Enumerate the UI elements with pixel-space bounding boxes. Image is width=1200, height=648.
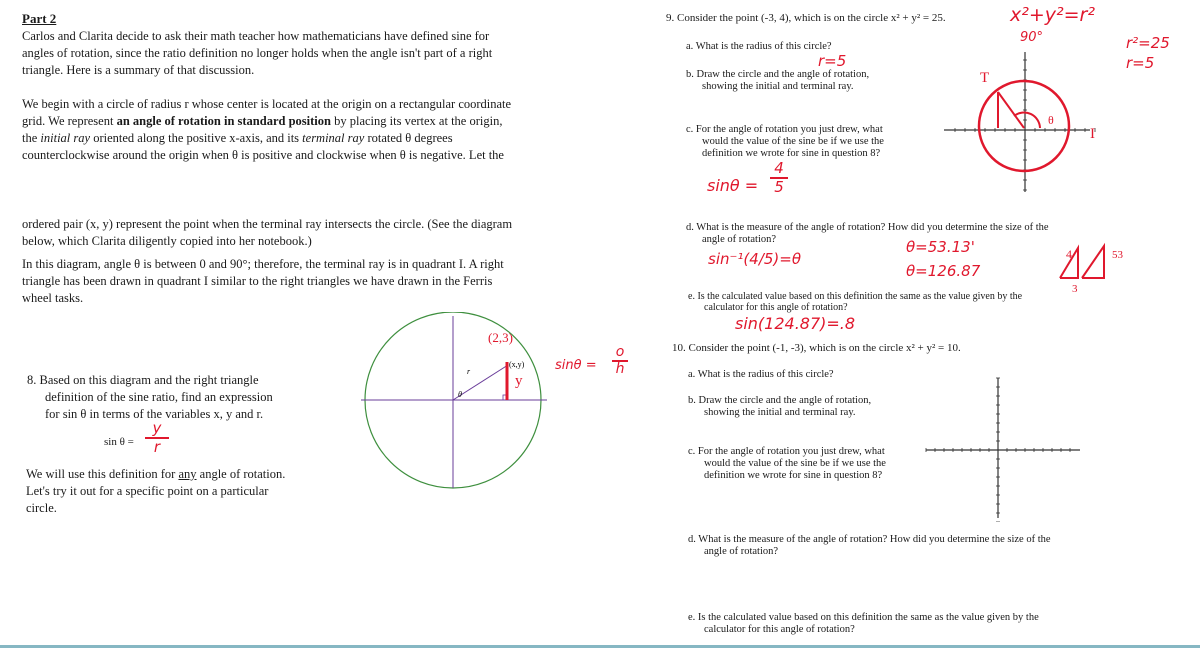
hand-tri-4: 4 <box>1066 247 1072 261</box>
sin-theta-label: sin θ = <box>104 436 134 448</box>
def-italic: initial ray <box>40 131 91 145</box>
quadrant-paragraph <box>22 256 602 307</box>
hand-tri-3: 3 <box>1072 283 1078 295</box>
intro-line: angles of rotation, since the ratio definition no longer holds when the angle isn't part of a right <box>22 46 493 60</box>
definition-paragraph <box>22 96 602 164</box>
intro-line: triangle. Here is a summary of that discussion. <box>22 63 255 77</box>
q8-line: definition of the sine ratio, find an expression <box>45 390 273 404</box>
hand-tri-53: 53 <box>1112 249 1123 261</box>
outro-text: We will use this definition for <box>26 467 179 481</box>
hand-inverse-sin: sin⁻¹(4/5)=θ <box>708 250 802 268</box>
outro-line <box>26 466 346 483</box>
outro-any: any <box>178 467 197 481</box>
hand-o-over-h <box>612 346 628 376</box>
q9c <box>686 124 884 160</box>
hand-4: 4 <box>774 159 784 177</box>
quad-line: In this diagram, angle θ is between 0 and 90°; therefore, the terminal ray is in quadrant I. A right <box>22 257 504 271</box>
intro-line: Carlos and Clarita decide to ask their math teacher how mathematicians have defined sine for <box>22 29 490 43</box>
point-label: (x,y) <box>509 360 525 369</box>
def-line: counterclockwise around the origin when θ is positive and clockwise when θ is negative. Let the <box>22 148 504 162</box>
q9b <box>686 69 869 93</box>
q10c-line: would the value of the sine be if we use the <box>704 458 886 469</box>
def-text: by placing its vertex at the origin, <box>330 114 503 128</box>
q9-T: T <box>980 70 990 86</box>
outro-line: Let's try it out for a specific point on a particular <box>26 484 269 498</box>
def-text: rotated θ degrees <box>364 131 453 145</box>
ordered-pair-paragraph <box>22 216 602 250</box>
q9c-line: would the value of the sine be if we use the <box>702 136 884 147</box>
theta-label: θ <box>458 390 462 399</box>
hand-r5-answer: r=5 <box>818 52 847 70</box>
q10d-line: d. What is the measure of the angle of rotation? How did you determine the size of the <box>688 534 1051 545</box>
q10e-line: e. Is the calculated value based on this definition the same as the value given by the <box>688 612 1039 623</box>
hand-o: o <box>615 344 625 360</box>
handwritten-y-over-r <box>145 421 169 455</box>
q10b-line: showing the initial and terminal ray. <box>704 407 856 418</box>
question-10: 10. Consider the point (-1, -3), which is on the circle x² + y² = 10. <box>672 342 961 354</box>
question-8 <box>27 372 327 423</box>
hand-h: h <box>615 361 625 377</box>
hand-angle-53: θ=53.13' <box>906 238 975 256</box>
q10a: a. What is the radius of this circle? <box>688 369 834 380</box>
hand-triangle-2 <box>1082 246 1104 278</box>
part-title: Part 2 <box>22 11 57 26</box>
pair-line: ordered pair (x, y) represent the point when the terminal ray intersects the circle. (See the diagram <box>22 217 513 231</box>
q10c <box>688 446 886 482</box>
def-bold: an angle of rotation in standard position <box>116 114 331 128</box>
def-text: grid. We represent <box>22 114 117 128</box>
q9b-line: showing the initial and terminal ray. <box>702 81 854 92</box>
q9-I: I <box>1090 126 1095 142</box>
q9d-line: d. What is the measure of the angle of rotation? How did you determine the size of the <box>686 222 1049 233</box>
hand-r25: r²=25 <box>1126 34 1170 52</box>
q9a: a. What is the radius of this circle? <box>686 41 832 52</box>
def-text: the <box>22 131 41 145</box>
hand-triangle-sketch <box>1052 236 1162 296</box>
q10-coordinate-grid <box>920 372 1090 522</box>
outro-text: angle of rotation. <box>196 467 286 481</box>
q9d-line: angle of rotation? <box>702 234 777 245</box>
q9-coordinate-grid <box>940 46 1120 196</box>
hand-den: r <box>153 438 161 456</box>
hand-num: y <box>152 419 162 437</box>
def-italic: terminal ray <box>302 131 365 145</box>
q10d <box>688 534 1051 558</box>
quad-line: triangle has been drawn in quadrant I similar to the right triangles we have drawn in the Ferris <box>22 274 493 288</box>
hand-angle-126: θ=126.87 <box>906 262 981 280</box>
q9c-line: definition we wrote for sine in question 8? <box>702 148 881 159</box>
q10d-line: angle of rotation? <box>704 546 779 557</box>
hand-r5-right: r=5 <box>1126 54 1155 72</box>
question-9: 9. Consider the point (-3, 4), which is on the circle x² + y² = 25. <box>666 12 946 24</box>
hand-point: (2,3) <box>488 330 513 345</box>
q10c-line: c. For the angle of rotation you just drew, what <box>688 446 885 457</box>
intro-paragraph <box>22 28 582 79</box>
q9-hand-circle <box>979 81 1069 171</box>
unit-circle-diagram <box>355 312 555 522</box>
q8-line: for sin θ in terms of the variables x, y and r. <box>45 407 264 421</box>
q9-terminal-ray <box>998 92 1024 128</box>
def-line <box>22 113 602 130</box>
q9c-line: c. For the angle of rotation you just drew, what <box>686 124 883 135</box>
hand-sin-eq: sinθ = <box>555 358 597 373</box>
hand-calc-check: sin(124.87)=.8 <box>735 314 856 333</box>
hand-y: y <box>515 373 523 389</box>
q8-line: 8. Based on this diagram and the right triangle <box>27 373 259 387</box>
q9d <box>686 222 1049 246</box>
r-label: r <box>467 367 471 376</box>
q9e-line: e. Is the calculated value based on this definition the same as the value given by the <box>688 291 1023 302</box>
outro-paragraph <box>26 466 346 517</box>
pair-line: below, which Clarita diligently copied into her notebook.) <box>22 234 312 248</box>
q9b-line: b. Draw the circle and the angle of rotation, <box>686 69 870 80</box>
def-line: We begin with a circle of radius r whose center is located at the origin on a rectangular coordinate <box>22 97 512 111</box>
q10c-line: definition we wrote for sine in question 8? <box>704 470 883 481</box>
q10b <box>688 395 871 419</box>
def-line <box>22 130 602 147</box>
hand-sin-label: sinθ = <box>707 176 759 195</box>
quad-line: wheel tasks. <box>22 291 84 305</box>
q10e-line: calculator for this angle of rotation? <box>704 624 855 635</box>
q10b-line: b. Draw the circle and the angle of rotation, <box>688 395 872 406</box>
hand-ninety: 90° <box>1020 30 1044 45</box>
outro-line: circle. <box>26 501 57 515</box>
hand-5: 5 <box>774 178 784 196</box>
hand-4-over-5 <box>770 161 788 195</box>
q9e-line: calculator for this angle of rotation? <box>704 302 848 313</box>
def-text: oriented along the positive x-axis, and its <box>90 131 303 145</box>
q10e <box>688 612 1039 636</box>
q9e <box>688 291 1022 313</box>
hand-circle-eq: x²+y²=r² <box>1010 4 1095 26</box>
q9-theta: θ <box>1048 113 1054 127</box>
